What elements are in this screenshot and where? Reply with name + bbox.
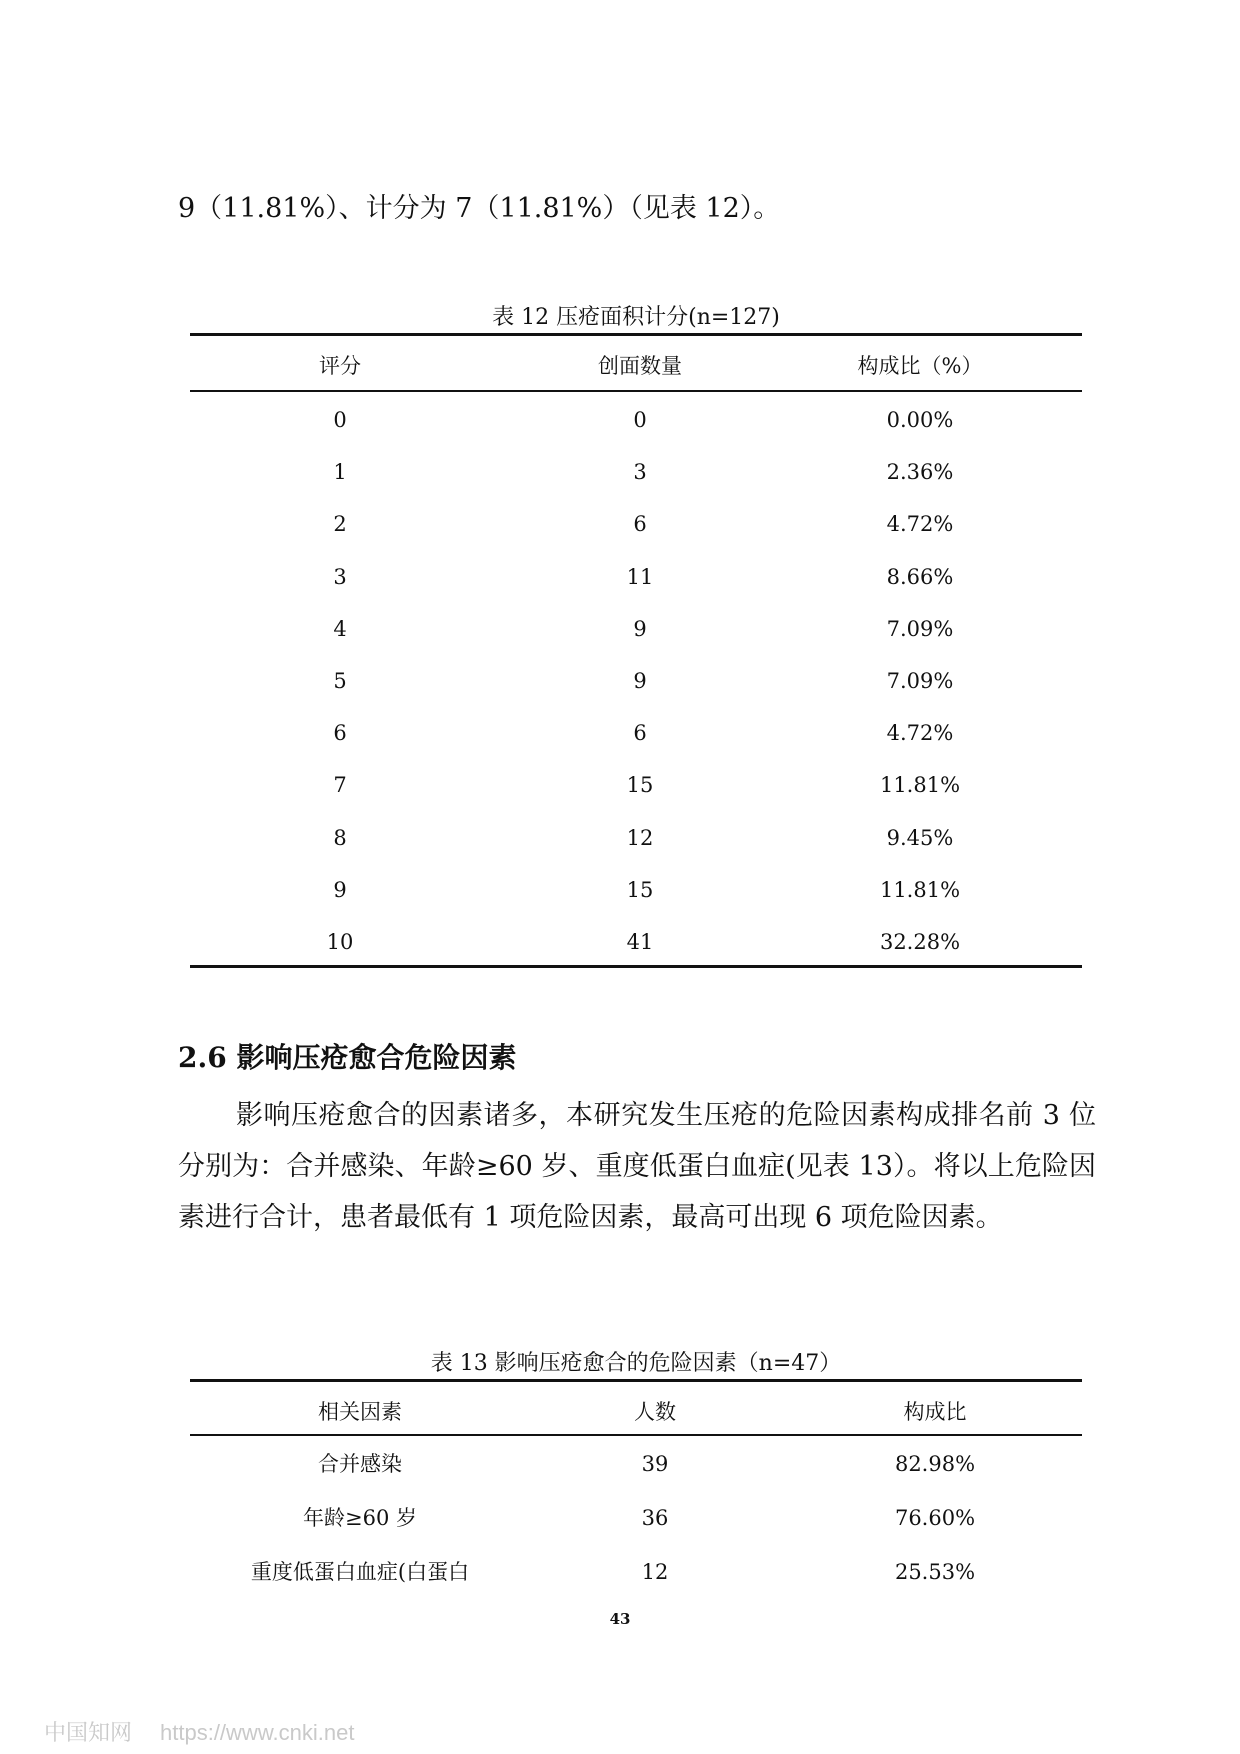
table12-top-rule: [190, 333, 1082, 336]
table12-cell-score: 2: [333, 512, 347, 536]
table12-header-rule: [190, 390, 1082, 392]
table12-cell-score: 5: [333, 669, 347, 693]
page-number: 43: [609, 1610, 631, 1628]
table13-header-factor: 相关因素: [318, 1400, 402, 1424]
table12-cell-wound-count: 11: [626, 565, 654, 589]
table12-cell-score: 7: [333, 773, 347, 797]
table13-cell-ratio: 76.60%: [894, 1506, 976, 1530]
table12-cell-score: 8: [333, 826, 347, 850]
table12-cell-score: 1: [333, 460, 347, 484]
table13-caption: 表 13 影响压疮愈合的危险因素（n=47）: [430, 1351, 842, 1376]
table12-cell-wound-count: 41: [626, 930, 654, 954]
table13-header-ratio: 构成比: [903, 1400, 967, 1424]
table12-cell-score: 4: [333, 617, 347, 641]
section-paragraph: 影响压疮愈合的因素诸多，本研究发生压疮的危险因素构成排名前 3 位分别为：合并感染、年龄≥60 岁、重度低蛋白血症(见表 13）。将以上危险因素进行合计，患者最低有 1 项危险因素，最高可出现 6 项危险因素。: [178, 1100, 1096, 1233]
table12-cell-wound-count: 9: [633, 617, 647, 641]
table12-cell-wound-count: 6: [633, 512, 647, 536]
table12-cell-score: 3: [333, 565, 347, 589]
table13-cell-factor: 合并感染: [318, 1452, 402, 1476]
table12-cell-wound-count: 6: [633, 721, 647, 745]
table12-cell-score: 0: [333, 408, 347, 432]
table12-cell-ratio: 4.72%: [886, 512, 954, 536]
table12-cell-ratio: 11.81%: [879, 773, 961, 797]
table13-cell-factor: 重度低蛋白血症(白蛋白: [250, 1560, 470, 1584]
intro-text: 9（11.81%）、计分为 7（11.81%）（见表 12）。: [178, 193, 781, 224]
table12-cell-ratio: 8.66%: [886, 565, 954, 589]
table12-cell-ratio: 4.72%: [886, 721, 954, 745]
table13-header-rule: [190, 1434, 1082, 1436]
watermark-url: https://www.cnki.net: [160, 1720, 355, 1745]
table13-cell-factor: 年龄≥60 岁: [303, 1506, 417, 1530]
table13-cell-count: 12: [641, 1560, 669, 1584]
table12-cell-score: 10: [326, 930, 354, 954]
table12-cell-ratio: 9.45%: [886, 826, 954, 850]
table12-header-wound-count: 创面数量: [598, 354, 682, 378]
table13-cell-count: 39: [641, 1452, 669, 1476]
table13-top-rule: [190, 1379, 1082, 1382]
table13-header-count: 人数: [634, 1400, 676, 1424]
table12-cell-wound-count: 15: [626, 878, 654, 902]
table13-cell-ratio: 82.98%: [894, 1452, 976, 1476]
table12-header-ratio: 构成比（%）: [857, 354, 983, 378]
table12-cell-wound-count: 3: [633, 460, 647, 484]
watermark-brand: 中国知网: [44, 1720, 133, 1745]
table12-caption: 表 12 压疮面积计分(n=127): [492, 305, 780, 330]
table12-cell-wound-count: 9: [633, 669, 647, 693]
table12-cell-wound-count: 0: [633, 408, 647, 432]
watermark: [44, 1716, 354, 1747]
table12-cell-wound-count: 15: [626, 773, 654, 797]
table12-cell-ratio: 32.28%: [879, 930, 961, 954]
table12-cell-ratio: 2.36%: [886, 460, 954, 484]
table13-cell-ratio: 25.53%: [894, 1560, 976, 1584]
table12-header-score: 评分: [319, 354, 361, 378]
table12-cell-score: 9: [333, 878, 347, 902]
table12-cell-wound-count: 12: [626, 826, 654, 850]
table12-cell-ratio: 7.09%: [886, 617, 954, 641]
table12-cell-ratio: 11.81%: [879, 878, 961, 902]
table13-cell-count: 36: [641, 1506, 669, 1530]
section-heading: 2.6 影响压疮愈合危险因素: [178, 1041, 517, 1074]
table12-bottom-rule: [190, 965, 1082, 968]
table12-cell-ratio: 0.00%: [886, 408, 954, 432]
table12-cell-score: 6: [333, 721, 347, 745]
table12-cell-ratio: 7.09%: [886, 669, 954, 693]
